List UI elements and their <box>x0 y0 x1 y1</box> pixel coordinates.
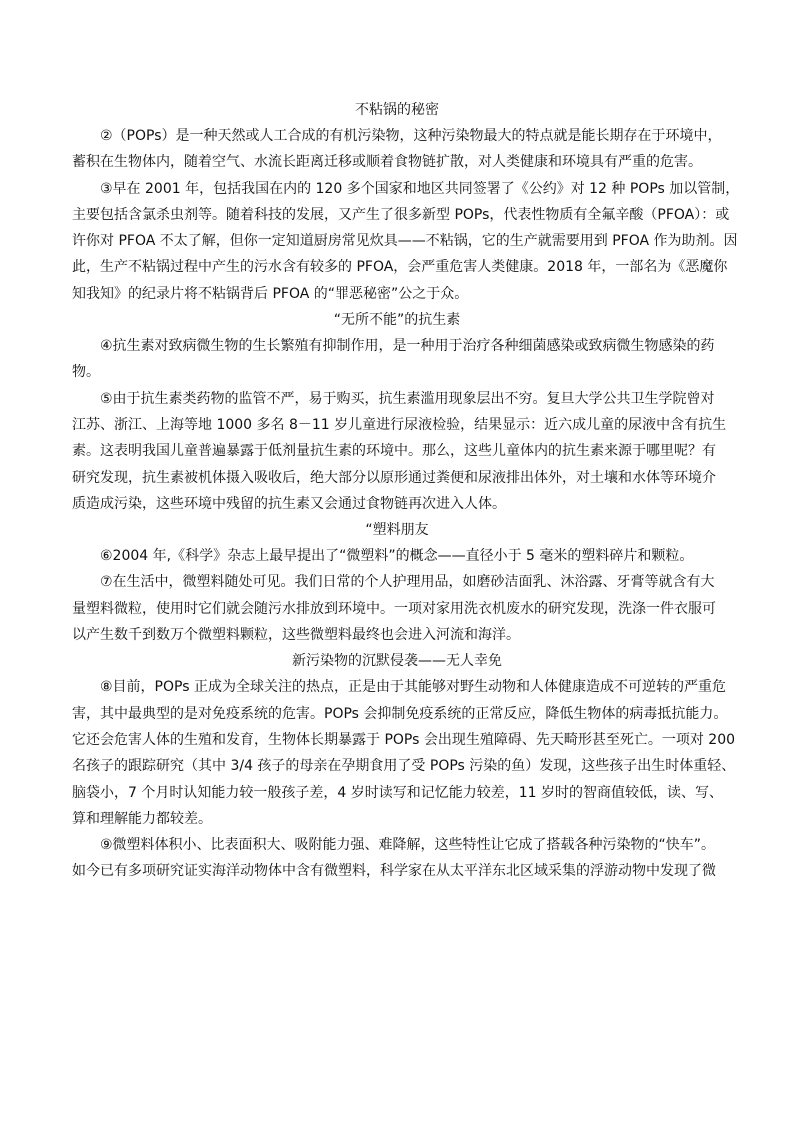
paragraph-5 <box>72 386 727 517</box>
paragraph-line: ④抗生素对致病微生物的生长繁殖有抑制作用，是一种用于治疗各种细菌感染或致病微生物感染的药 <box>100 338 715 355</box>
paragraph-line: ②（POPs）是一种天然或人工合成的有机污染物，这种污染物最大的特点就是能长期存在于环境中， <box>100 128 722 144</box>
paragraph-line: 研究发现，抗生素被机体摄入吸收后，绝大部分以原形通过粪便和尿液排出体外，对土壤和水体等环境介 <box>72 469 716 486</box>
paragraph-line: 主要包括含氯杀虫剂等。随着科技的发展，又产生了很多新型 POPs，代表性物质有全氟辛酸（PFOA）：或 <box>72 206 730 223</box>
section-heading-plastic-friends: “塑料朋友 <box>365 522 429 539</box>
paragraph-line: ⑨微塑料体积小、比表面积大、吸附能力强、难降解，这些特性让它成了搭载各种污染物的“快车”。 <box>100 837 716 854</box>
paragraph-3 <box>72 176 740 307</box>
paragraph-line: 素。这表明我国儿童普遍暴露于低剂量抗生素的环境中。那么，这些儿童体内的抗生素来源于哪里呢？有 <box>72 443 716 460</box>
section-heading-silent-invasion: 新污染物的沉默侵袭——无人幸免 <box>292 653 502 670</box>
paragraph-line: 知我知》的纪录片将不粘锅背后 PFOA 的“罪恶秘密”公之于众。 <box>72 285 469 302</box>
paragraph-line: 以产生数千到数万个微塑料颗粒，这些微塑料最终也会进入河流和海洋。 <box>72 627 520 644</box>
paragraph-7 <box>72 569 722 648</box>
paragraph-line: 物。 <box>72 364 100 381</box>
paragraph-6 <box>72 543 722 569</box>
paragraph-line: ③早在 2001 年，包括我国在内的 120 多个国家和地区共同签署了《公约》对 12 种 POPs 加以管制， <box>100 180 740 197</box>
paragraph-8 <box>72 674 736 832</box>
paragraph-line: 质造成污染，这些环境中残留的抗生素又会通过食物链再次进入人体。 <box>72 495 506 512</box>
document-page <box>72 97 740 885</box>
paragraph-line: ⑤由于抗生素类药物的监管不严，易于购买，抗生素滥用现象层出不穷。复旦大学公共卫生学院曾对 <box>100 390 715 407</box>
paragraph-line: ⑧目前，POPs 正成为全球关注的热点，正是由于其能够对野生动物和人体健康造成不可逆转的严重危 <box>100 679 726 696</box>
paragraph-line: 量塑料微粒，使用时它们就会随污水排放到环境中。一项对家用洗衣机废水的研究发现，洗涤一件衣服可 <box>72 600 716 617</box>
section-heading-nonstick-pan: 不粘锅的秘密 <box>355 102 439 118</box>
paragraph-line: 此，生产不粘锅过程中产生的污水含有较多的 PFOA，会严重危害人类健康。2018 年，一部名为《恶魔你 <box>72 259 728 276</box>
paragraph-line: 害，其中最典型的是对免疫系统的危害。POPs 会抑制免疫系统的正常反应，降低生物体的病毒抵抗能力。 <box>72 705 728 722</box>
paragraph-line: 许你对 PFOA 不太了解，但你一定知道厨房常见炊具——不粘锅，它的生产就需要用到 PFOA 作为助剂。因 <box>72 233 738 250</box>
paragraph-line: 江苏、浙江、上海等地 1000 多名 8－11 岁儿童进行尿液检验，结果显示：近六成儿童的尿液中含有抗生 <box>72 416 727 433</box>
paragraph-line: ⑥2004 年,《科学》杂志上最早提出了“微塑料”的概念——直径小于 5 毫米的塑料碎片和颗粒。 <box>100 548 694 565</box>
paragraph-line: ⑦在生活中，微塑料随处可见。我们日常的个人护理用品，如磨砂洁面乳、沐浴露、牙膏等就含有大 <box>100 574 715 591</box>
paragraph-line: 脑袋小，7 个月时认知能力较一般孩子差，4 岁时读写和记忆能力较差，11 岁时的智商值较低，读、写、 <box>72 784 723 801</box>
paragraph-4 <box>72 333 722 386</box>
paragraph-line: 蓄积在生物体内，随着空气、水流长距离迁移或顺着食物链扩散，对人类健康和环境具有严重的危害。 <box>72 154 702 171</box>
paragraph-line: 名孩子的跟踪研究（其中 3/4 孩子的母亲在孕期食用了受 POPs 污染的鱼）发现，这些孩子出生时体重轻、 <box>72 758 736 775</box>
paragraph-line: 算和理解能力都较差。 <box>72 810 212 827</box>
paragraph-line: 它还会危害人体的生殖和发育，生物体长期暴露于 POPs 会出现生殖障碍、先天畸形甚至死亡。一项对 200 <box>72 731 736 748</box>
paragraph-9 <box>72 832 722 885</box>
paragraph-2 <box>72 123 722 176</box>
section-heading-antibiotics: “无所不能”的抗生素 <box>333 312 461 329</box>
paragraph-line: 如今已有多项研究证实海洋动物体中含有微塑料，科学家在从太平洋东北区域采集的浮游动物中发现了微 <box>72 863 716 880</box>
